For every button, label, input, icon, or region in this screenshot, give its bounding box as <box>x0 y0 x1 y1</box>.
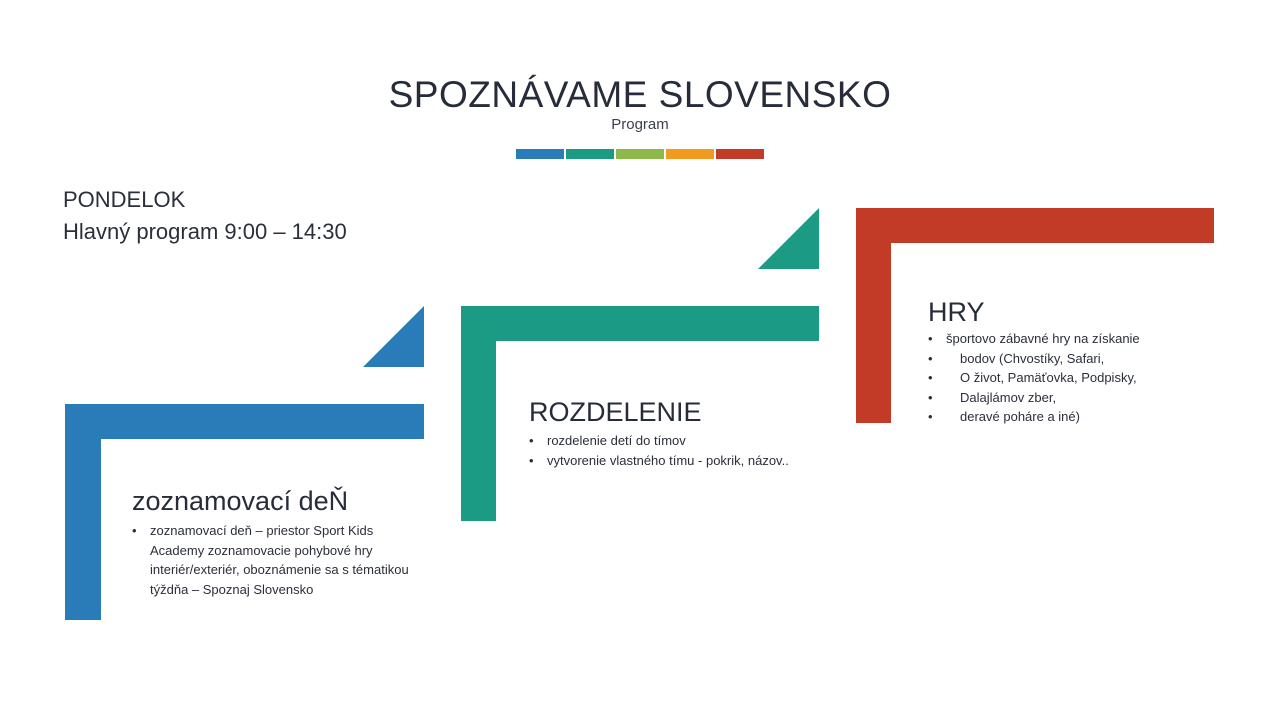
step-1-list <box>132 521 412 599</box>
step-1-bar-horizontal <box>65 404 424 439</box>
page-title: SPOZNÁVAME SLOVENSKO <box>388 74 892 115</box>
accent-strip-5 <box>716 149 764 159</box>
step-2-bar-horizontal <box>461 306 819 341</box>
accent-strip-1 <box>516 149 564 159</box>
step-2-triangle <box>758 208 819 269</box>
list-item: • vytvorenie vlastného tímu - pokrik, názov.. <box>529 451 799 471</box>
step-2-bar-vertical <box>461 306 496 521</box>
list-item: • zoznamovací deň – priestor Sport Kids Academy zoznamovacie pohybové hry interiér/exteriér, oboznámenie sa s tématikou týždňa – Spoznaj Slovensko <box>132 521 412 599</box>
step-3-list <box>928 329 1188 427</box>
accent-strip-4 <box>666 149 714 159</box>
accent-strip-3 <box>616 149 664 159</box>
step-3-bar-horizontal <box>856 208 1214 243</box>
list-item: • deravé poháre a iné) <box>928 407 1188 427</box>
step-1-triangle <box>363 306 424 367</box>
day-name: PONDELOK <box>63 187 186 212</box>
list-item: • rozdelenie detí do tímov <box>529 431 799 451</box>
step-1-heading: zoznamovací deŇ <box>132 486 349 516</box>
day-schedule: Hlavný program 9:00 – 14:30 <box>63 219 347 244</box>
page-subtitle: Program <box>611 116 669 133</box>
list-item: • O život, Pamäťovka, Podpisky, <box>928 368 1188 388</box>
list-item: • bodov (Chvostíky, Safari, <box>928 349 1188 369</box>
day-info <box>63 184 347 248</box>
accent-strip-2 <box>566 149 614 159</box>
step-3-bar-vertical <box>856 208 891 423</box>
step-2-heading: ROZDELENIE <box>529 397 702 427</box>
list-item: • Dalajlámov zber, <box>928 388 1188 408</box>
step-1-bar-vertical <box>65 404 101 620</box>
step-2-list <box>529 431 799 470</box>
list-item: • športovo zábavné hry na získanie <box>928 329 1188 349</box>
step-3-heading: HRY <box>928 297 985 327</box>
